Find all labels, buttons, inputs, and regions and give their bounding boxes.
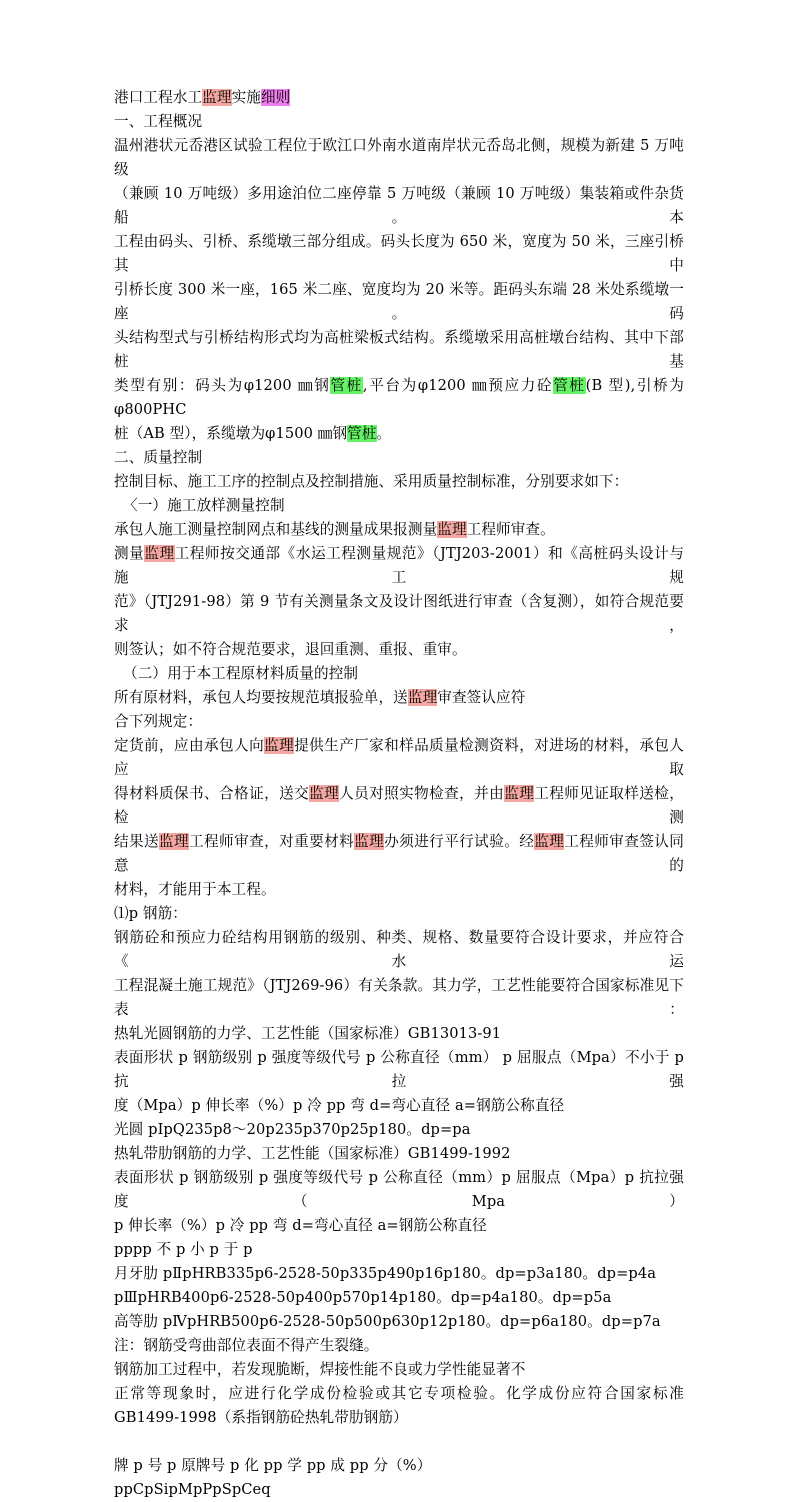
text-line-p6-l8 <box>114 1166 684 1214</box>
text-run: 实施 <box>231 89 261 106</box>
text-line-p7-l1 <box>114 1358 684 1382</box>
text-run: 测量 <box>114 545 145 562</box>
text-run: 合下列规定： <box>114 713 203 730</box>
highlight-run-pink: 监理 <box>354 833 385 850</box>
highlight-run-pink: 监理 <box>504 785 535 802</box>
text-line-p6-l5 <box>114 1094 684 1118</box>
text-run: (B 型),引桥为φ800PHC <box>114 377 685 418</box>
text-run: 工程混凝土施工规范》（JTJ269-96）有关条款。其力学，工艺性能要符合国家标准见下表： <box>114 977 684 1018</box>
text-line-p8-l2 <box>114 1478 684 1502</box>
text-run: 控制目标、施工工序的控制点及控制措施、采用质量控制标准，分别要求如下： <box>114 473 629 490</box>
text-line-p5-l1 <box>114 734 684 782</box>
text-line-p6-l14 <box>114 1334 684 1358</box>
text-run: 高等肋 pⅣpHRB500p6-2528-50p500p630p12p180。dp=p6a180。dp=p7a <box>114 1313 661 1330</box>
text-line-p1-l3 <box>114 230 684 278</box>
text-line-p6-l10 <box>114 1238 684 1262</box>
text-line-p6-l1 <box>114 926 684 974</box>
text-line-section-1-heading <box>114 110 684 134</box>
highlight-run-green: 管桩 <box>553 377 586 394</box>
text-line-p4-l2 <box>114 710 684 734</box>
text-run: 承包人施工测量控制网点和基线的测量成果报测量 <box>114 521 438 538</box>
highlight-run-pink: 监理 <box>144 545 175 562</box>
text-run: 桩（AB 型），系缆墩为φ1500 ㎜钢 <box>114 425 348 442</box>
text-line-p1-l6 <box>114 374 684 422</box>
highlight-run-pink: 监理 <box>534 833 565 850</box>
text-run: 热轧光圆钢筋的力学、工艺性能（国家标准）GB13013-91 <box>114 1025 502 1042</box>
text-line-p3-l1 <box>114 518 684 542</box>
text-run: 所有原材料，承包人均要按规范填报验单，送 <box>114 689 408 706</box>
text-run: 一、工程概况 <box>114 113 203 130</box>
text-line-p6-l13 <box>114 1310 684 1334</box>
text-line-p6-l11 <box>114 1262 684 1286</box>
text-run: 头结构型式与引桥结构形式均为高桩梁板式结构。系缆墩采用高桩墩台结构、其中下部桩基 <box>114 329 684 370</box>
text-line-p5-l3 <box>114 830 684 878</box>
text-line-p2-l1 <box>114 470 684 494</box>
text-run: 类型有别：码头为φ1200 ㎜钢 <box>114 377 331 394</box>
text-run: ppCpSipMpPpSpCeq <box>114 1481 271 1498</box>
text-line-p1-l7 <box>114 422 684 446</box>
highlight-run-pink: 监理 <box>159 833 190 850</box>
text-line-p6-l4 <box>114 1046 684 1094</box>
text-run: 热轧带肋钢筋的力学、工艺性能（国家标准）GB1499-1992 <box>114 1145 511 1162</box>
text-line-p1-l1 <box>114 134 684 182</box>
text-run: （兼顾 10 万吨级）多用途泊位二座停靠 5 万吨级（兼顾 10 万吨级）集装箱或件杂货船。本 <box>114 185 684 226</box>
text-run: 。 <box>376 425 392 442</box>
highlight-run-pink: 监理 <box>437 521 467 538</box>
document-text-body <box>114 86 684 1502</box>
highlight-run-pink: 监理 <box>309 785 340 802</box>
text-run: ,平台为φ1200 ㎜预应力砼 <box>362 377 554 394</box>
text-run: 提供生产厂家和样品质量检测资料，对进场的材料，承包人应取 <box>114 737 684 778</box>
text-run: 月牙肋 pⅡpHRB335p6-2528-50p335p490p16p180。dp=p3a180。dp=p4a <box>114 1265 657 1282</box>
text-line-p4-l1 <box>114 686 684 710</box>
text-line-p8-l1 <box>114 1454 684 1478</box>
text-run: 则签认；如不符合规范要求，退回重测、重报、重审。 <box>114 641 467 658</box>
text-line-p7-l3 <box>114 1406 684 1430</box>
text-line-p6-l9 <box>114 1214 684 1238</box>
highlight-run-pink: 监理 <box>264 737 295 754</box>
text-line-p5-l2 <box>114 782 684 830</box>
text-run: 工程师审查。 <box>466 521 555 538</box>
text-run: 〈一）施工放样测量控制 <box>123 497 285 514</box>
text-run: 表面形状 p 钢筋级别 p 强度等级代号 p 公称直径（mm）p 屈服点（Mpa）p 抗拉强度（Mpa） <box>114 1169 684 1210</box>
text-line-p3-l2 <box>114 542 684 590</box>
text-run: 工程师按交通部《水运工程测量规范》（JTJ203-2001）和《高桩码头设计与施工规 <box>114 545 685 586</box>
text-line-p6-l7 <box>114 1142 684 1166</box>
text-line-p1-l5 <box>114 326 684 374</box>
text-run: 人员对照实物检查，并由 <box>339 785 505 802</box>
text-run: 工程师审查，对重要材料 <box>189 833 355 850</box>
text-run: 二、质量控制 <box>114 449 203 466</box>
text-line-section-2-heading <box>114 446 684 470</box>
text-line-p6-l2 <box>114 974 684 1022</box>
text-run: 得材料质保书、合格证，送交 <box>114 785 310 802</box>
text-line-p6-l3 <box>114 1022 684 1046</box>
text-run: 结果送 <box>114 833 160 850</box>
text-line-p1-l2 <box>114 182 684 230</box>
text-run: GB1499-1998（系指钢筋砼热轧带肋钢筋） <box>114 1409 408 1426</box>
text-line-sub-2-heading <box>114 662 684 686</box>
highlight-run-pink: 监理 <box>407 689 438 706</box>
text-line-title <box>114 86 684 110</box>
text-run: 定货前，应由承包人向 <box>114 737 265 754</box>
text-run: p 伸长率（%）p 冷 pp 弯 d=弯心直径 a=钢筋公称直径 <box>114 1217 487 1234</box>
text-run: （二）用于本工程原材料质量的控制 <box>123 665 359 682</box>
text-run: 正常等现象时，应进行化学成份检验或其它专项检验。化学成份应符合国家标准 <box>114 1385 684 1402</box>
text-run: 范》（JTJ291-98）第 9 节有关测量条文及设计图纸进行审查（含复测），如符合规范要求， <box>114 593 684 634</box>
text-run: 审查签认应符 <box>437 689 526 706</box>
text-run: 牌 p 号 p 原牌号 p 化 pp 学 pp 成 pp 分（%） <box>114 1457 432 1474</box>
text-run: ⑴p 钢筋： <box>114 905 187 922</box>
text-run: 材料，才能用于本工程。 <box>114 881 276 898</box>
highlight-run-violet: 细则 <box>260 89 291 106</box>
text-line-p1-l4 <box>114 278 684 326</box>
text-line-p3-l3 <box>114 590 684 638</box>
text-run: 光圆 pⅠpQ235p8～20p235p370p25p180。dp=pa <box>114 1121 471 1138</box>
text-run: 引桥长度 300 米一座，165 米二座、宽度均为 20 米等。距码头东端 28 米处系缆墩一座。码 <box>114 281 684 322</box>
text-run: 度（Mpa）p 伸长率（%）p 冷 pp 弯 d=弯心直径 a=钢筋公称直径 <box>114 1097 565 1114</box>
text-run: 钢筋砼和预应力砼结构用钢筋的级别、种类、规格、数量要符合设计要求，并应符合《水运 <box>114 929 684 970</box>
text-run: 工程由码头、引桥、系缆墩三部分组成。码头长度为 650 米，宽度为 50 米，三座引桥其中 <box>114 233 684 274</box>
highlight-run-green: 管桩 <box>330 377 363 394</box>
text-run: pⅢpHRB400p6-2528-50p400p570p14p180。dp=p4a180。dp=p5a <box>114 1289 612 1306</box>
text-line-blank-1 <box>114 1430 684 1454</box>
text-run: 表面形状 p 钢筋级别 p 强度等级代号 p 公称直径（mm） p 屈服点（Mpa）不小于 p 抗拉强 <box>114 1049 684 1090</box>
highlight-run-green: 管桩 <box>347 425 377 442</box>
text-line-p3-l4 <box>114 638 684 662</box>
text-run: 钢筋加工过程中，若发现脆断，焊接性能不良或力学性能显著不 <box>114 1361 526 1378</box>
text-line-p5-l4 <box>114 878 684 902</box>
text-line-p7-l2 <box>114 1382 684 1406</box>
text-run: pppp 不 p 小 p 于 p <box>114 1241 253 1258</box>
text-line-item-1 <box>114 902 684 926</box>
text-run: 注：钢筋受弯曲部位表面不得产生裂缝。 <box>114 1337 379 1354</box>
text-run: 办须进行平行试验。经 <box>384 833 535 850</box>
text-run: 工程师见证取样送检，检测 <box>114 785 684 826</box>
text-line-p6-l12 <box>114 1286 684 1310</box>
highlight-run-pink: 监理 <box>202 89 232 106</box>
text-run: 港口工程水工 <box>114 89 203 106</box>
text-line-sub-1-heading <box>114 494 684 518</box>
text-run: 温州港状元岙港区试验工程位于欧江口外南水道南岸状元岙岛北侧，规模为新建 5 万吨级 <box>114 137 684 178</box>
text-run: 工程师审查签认同意的 <box>114 833 684 874</box>
